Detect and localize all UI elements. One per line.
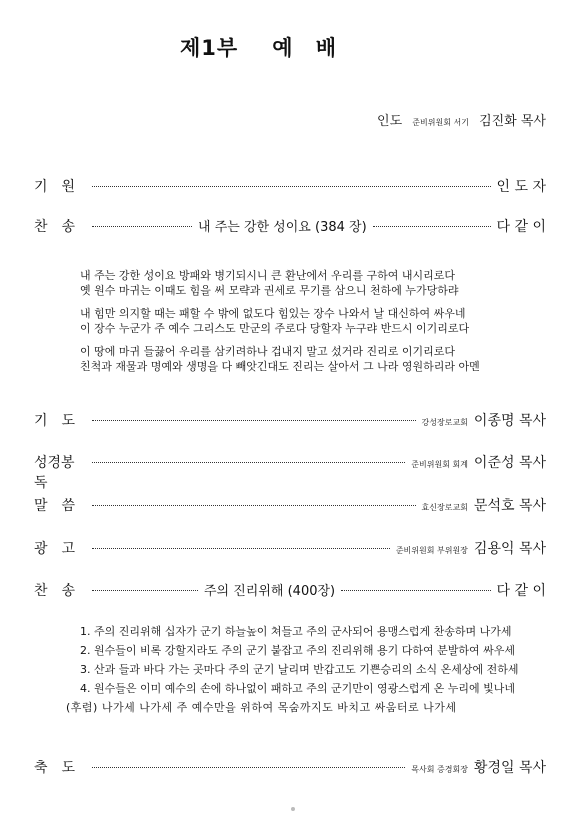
hymn-title: 내 주는 강한 성이요 (384 장) <box>198 220 367 235</box>
leader-dots <box>341 590 490 591</box>
item-label: 기 도 <box>34 413 76 429</box>
item-affiliation: 준비위원회 회계 <box>411 460 468 469</box>
leader-dots <box>92 548 390 549</box>
leader-dots <box>92 767 405 768</box>
leader-dots <box>92 590 198 591</box>
page-mark <box>291 807 295 811</box>
item-affiliation: 효신장로교회 <box>421 503 468 512</box>
item-role: 김용익 목사 <box>473 541 546 557</box>
lyric-verse: 4. 원수들은 이미 예수의 손에 하나없이 패하고 주의 군기만이 영광스럽게 온 누리에 빛나네 <box>80 682 515 695</box>
hymn-400-lyrics <box>66 624 518 715</box>
order-item-benediction <box>34 757 546 777</box>
lyric-line: 친척과 재물과 명예와 생명을 다 빼앗긴대도 진리는 살아서 그 나라 영원하리라 아멘 <box>80 360 480 373</box>
hymn-384-lyrics <box>80 268 480 374</box>
item-role: 이준성 목사 <box>473 455 546 471</box>
order-item-hymn-2 <box>34 580 546 600</box>
leader-dots <box>92 505 416 506</box>
leader-name: 김진화 목사 <box>479 114 546 129</box>
page-title <box>180 32 344 62</box>
item-label: 찬 송 <box>34 583 76 599</box>
item-label: 광 고 <box>34 541 76 557</box>
item-label: 성경봉독 <box>34 455 75 491</box>
lyric-verse: 3. 산과 들과 바다 가는 곳마다 주의 군기 날리며 반갑고도 기쁜승리의 소식 온세상에 전하세 <box>80 663 519 676</box>
item-affiliation: 목사회 증경회장 <box>411 765 468 774</box>
lyric-refrain: (후렴) 나가세 나가세 주 예수만을 위하여 목숨까지도 바치고 싸움터로 나가세 <box>66 701 457 714</box>
order-item-announcements <box>34 538 546 558</box>
item-label: 기 원 <box>34 179 76 195</box>
order-item-prayer <box>34 410 546 430</box>
item-role: 인 도 자 <box>496 179 546 195</box>
order-item-sermon <box>34 495 546 515</box>
hymn-title: 주의 진리위해 (400장) <box>204 584 336 599</box>
order-item-hymn-1 <box>34 216 546 236</box>
item-role: 다 같 이 <box>496 219 546 235</box>
leader-dots <box>92 420 416 421</box>
lyric-line: 내 힘만 의지할 때는 패할 수 밖에 없도다 힘있는 장수 나와서 날 대신하여 싸우네 <box>80 307 466 320</box>
leader-dots <box>92 462 405 463</box>
order-item-scripture <box>34 452 546 491</box>
lyric-line: 이 장수 누군가 주 예수 그리스도 만군의 주로다 당할자 누구랴 반드시 이기리로다 <box>80 322 470 335</box>
leader-dots <box>92 186 491 187</box>
lyric-line: 옛 원수 마귀는 이때도 힘을 써 모략과 권세로 무기를 삼으니 천하에 누가당하랴 <box>80 284 459 297</box>
lyric-line: 내 주는 강한 성이요 방패와 병기되시니 큰 환난에서 우리를 구하여 내시리로다 <box>80 269 455 282</box>
order-item-invocation <box>34 176 546 196</box>
item-affiliation: 강성장로교회 <box>421 418 468 427</box>
leader-role: 인도 <box>377 114 403 129</box>
lyric-verse: 2. 원수들이 비록 강할지라도 주의 군기 붙잡고 주의 진리위해 용기 다하여 분발하여 싸우세 <box>80 644 515 657</box>
leader-dots <box>373 226 491 227</box>
lyric-verse: 1. 주의 진리위해 십자가 군기 하늘높이 쳐들고 주의 군사되어 용맹스럽게 찬송하며 나가세 <box>80 625 512 638</box>
item-role: 다 같 이 <box>496 583 546 599</box>
leader-affiliation: 준비위원회 서기 <box>412 118 469 127</box>
item-label: 말 씀 <box>34 498 76 514</box>
item-role: 문석호 목사 <box>473 498 546 514</box>
title-part: 제1부 <box>180 36 239 60</box>
title-name: 예 배 <box>272 36 345 60</box>
item-label: 축 도 <box>34 760 76 776</box>
lyric-line: 이 땅에 마귀 들끓어 우리를 삼키려하나 겁내지 말고 섰거라 진리로 이기리로다 <box>80 345 455 358</box>
item-label: 찬 송 <box>34 219 76 235</box>
leader-line <box>377 110 546 129</box>
item-role: 이종명 목사 <box>473 413 546 429</box>
item-affiliation: 준비위원회 부위원장 <box>395 546 468 555</box>
item-role: 황경일 목사 <box>473 760 546 776</box>
leader-dots <box>92 226 192 227</box>
